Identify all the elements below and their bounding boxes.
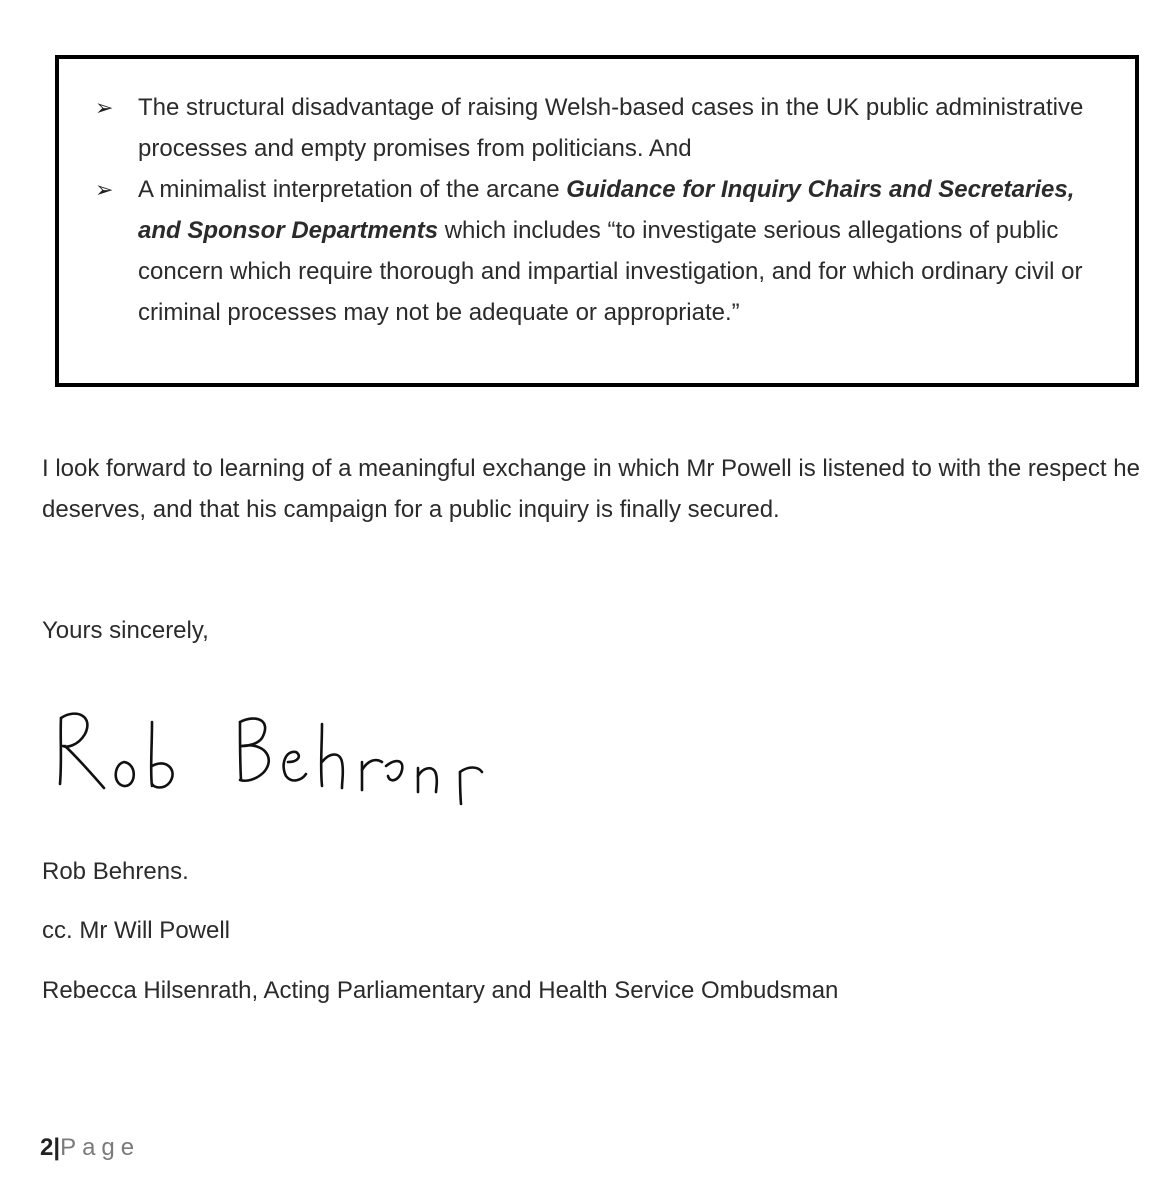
arrow-bullet-icon: ➢	[95, 95, 114, 120]
page-label: Page	[60, 1134, 141, 1161]
bullet-item-2-text	[138, 169, 1123, 333]
bullet-item-2-lead: A minimalist interpretation of the arcane	[138, 176, 567, 203]
cc-second-recipient: Rebecca Hilsenrath, Acting Parliamentary and Health Service Ombudsman	[42, 977, 839, 1004]
closing-salutation: Yours sincerely,	[42, 617, 209, 644]
handwritten-signature	[40, 700, 520, 815]
cc-line: cc. Mr Will Powell	[42, 917, 231, 944]
signature-drawing	[40, 700, 520, 810]
page-number: 2	[40, 1134, 54, 1161]
page-footer	[40, 1133, 140, 1163]
bullet-box	[55, 55, 1139, 387]
arrow-bullet-icon: ➢	[95, 177, 114, 202]
page-separator: |	[53, 1134, 61, 1161]
guidance-title: Guidance for Inquiry Chairs and Secretaries, and Sponsor Departments	[138, 176, 1075, 244]
signatory-name: Rob Behrens.	[42, 858, 189, 885]
body-paragraph: I look forward to learning of a meaningful exchange in which Mr Powell is listened to with the respect he deserves, and that his campaign for a public inquiry is finally secured.	[42, 455, 1140, 523]
bullet-item-1-text: The structural disadvantage of raising Welsh-based cases in the UK public administrative processes and empty promises from politicians. And	[138, 94, 1084, 162]
bullet-item-2-tail: which includes “to investigate serious allegations of public concern which require thorough and impartial investigation, and for which ordinary civil or criminal processes may not be adequate or appropriate.”	[138, 217, 1083, 326]
